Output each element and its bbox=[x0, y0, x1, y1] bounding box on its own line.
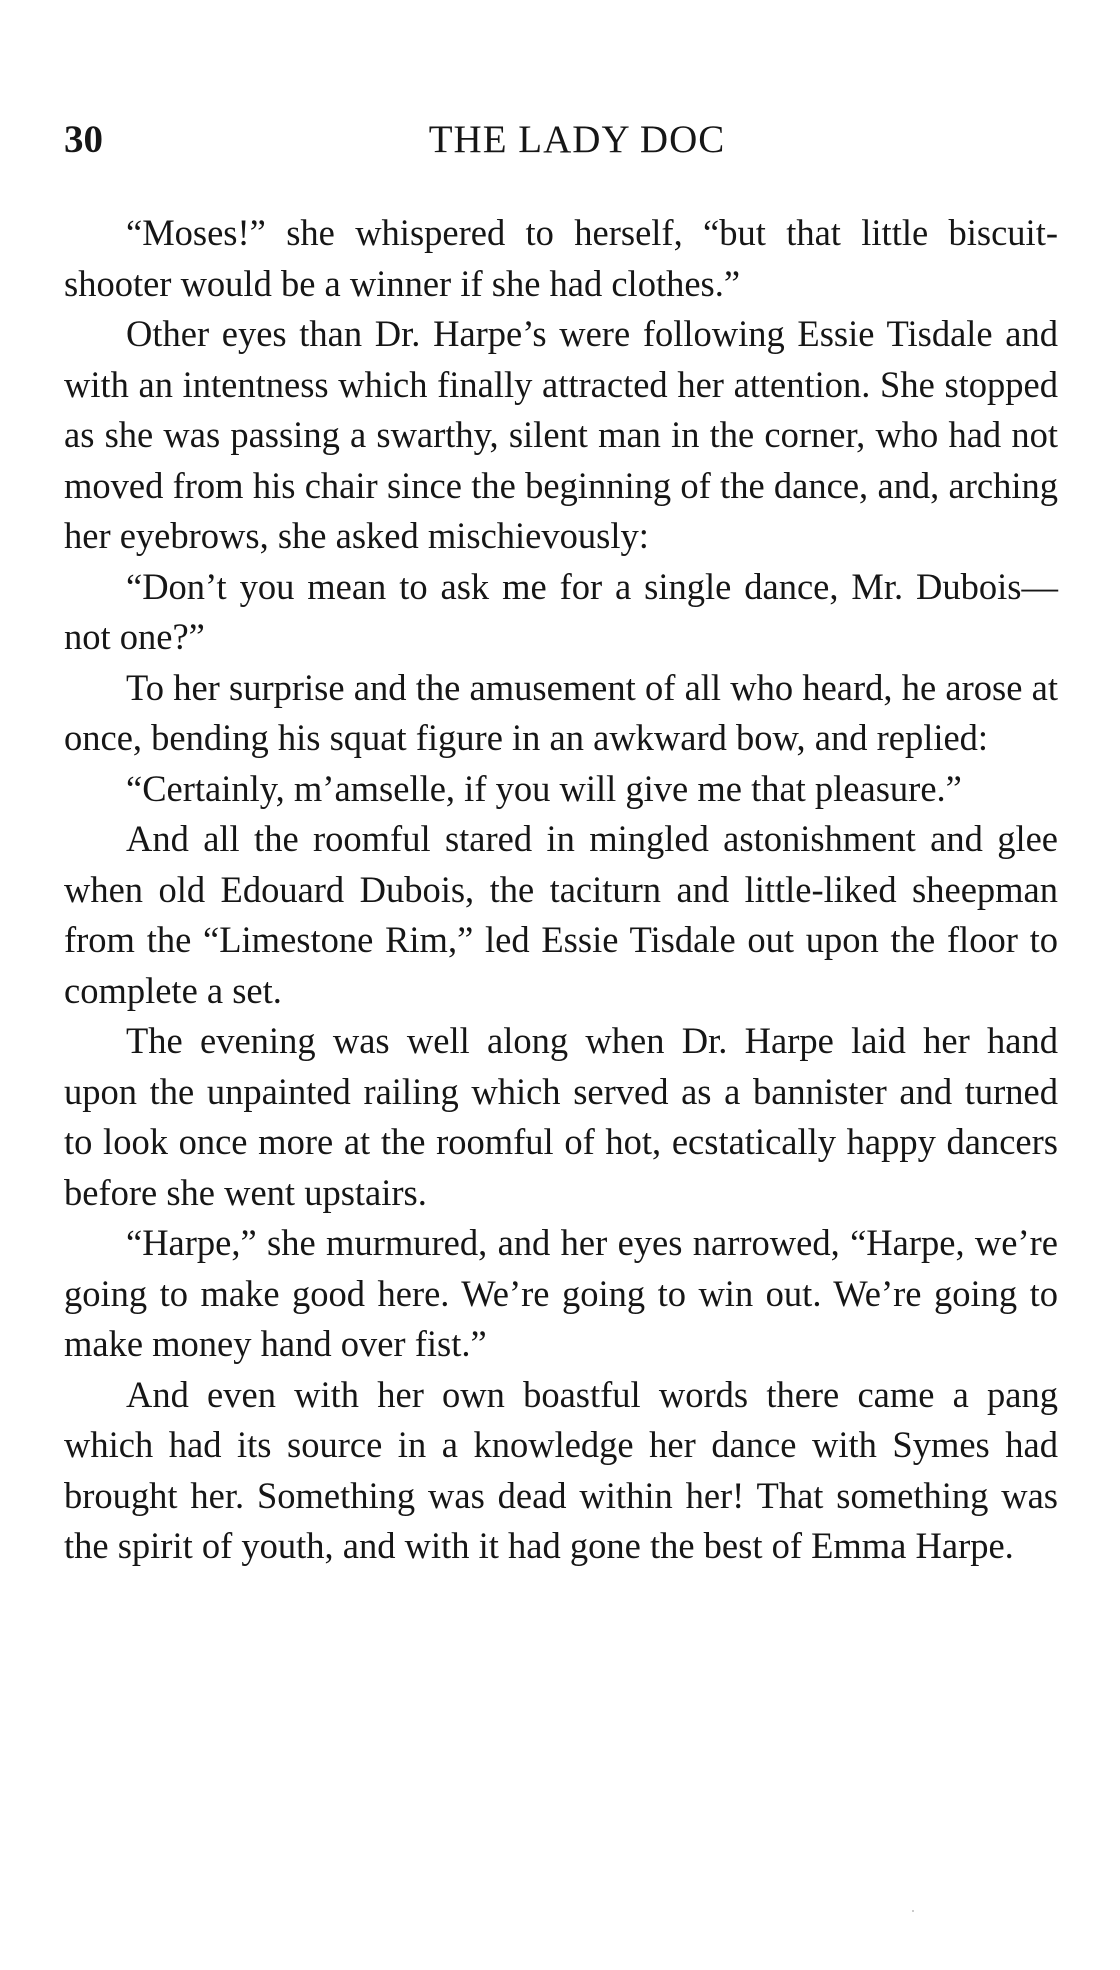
paragraph-7: The evening was well along when Dr. Harpe laid her hand upon the unpainted railing which served as a bannister and turned to look once more at the roomful of hot, ecstatically happy dancers before she went upstairs. bbox=[64, 1020, 1058, 1213]
paragraph-2: Other eyes than Dr. Harpe’s were following Essie Tisdale and with an intentness which finally attracted her attention. She stopped as she was passing a swarthy, silent man in the corner, who had not moved from his chair since the beginning of the dance, and, arching her eyebrows, she asked mischievously: bbox=[64, 313, 1058, 556]
paragraph-3: “Don’t you mean to ask me for a single dance, Mr. Dubois—not one?” bbox=[64, 565, 1058, 657]
body-text bbox=[64, 208, 1058, 1572]
running-title: THE LADY DOC bbox=[428, 118, 726, 161]
paragraph-9: And even with her own boastful words there came a pang which had its source in a knowledge her dance with Symes had brought her. Something was dead within her! That something was the spirit of youth, and with it had gone the best of Emma Harpe. bbox=[64, 1373, 1058, 1566]
page-number: 30 bbox=[64, 118, 103, 161]
paragraph-8: “Harpe,” she murmured, and her eyes narrowed, “Harpe, we’re going to make good here. We’re going to win out. We’re going to make money hand over fist.” bbox=[64, 1222, 1058, 1364]
print-speck bbox=[912, 1910, 914, 1912]
paragraph-4: To her surprise and the amusement of all who heard, he arose at once, bending his squat figure in an awkward bow, and replied: bbox=[64, 666, 1058, 758]
running-head bbox=[64, 114, 1060, 166]
paragraph-5: “Certainly, m’amselle, if you will give me that pleasure.” bbox=[126, 767, 962, 809]
paragraph-1: “Moses!” she whispered to herself, “but that little biscuit-shooter would be a winner if she had clothes.” bbox=[64, 212, 1058, 304]
paragraph-6: And all the roomful stared in mingled astonishment and glee when old Edouard Dubois, the taciturn and little-liked sheepman from the “Limestone Rim,” led Essie Tisdale out upon the floor to complete a set. bbox=[64, 818, 1058, 1011]
